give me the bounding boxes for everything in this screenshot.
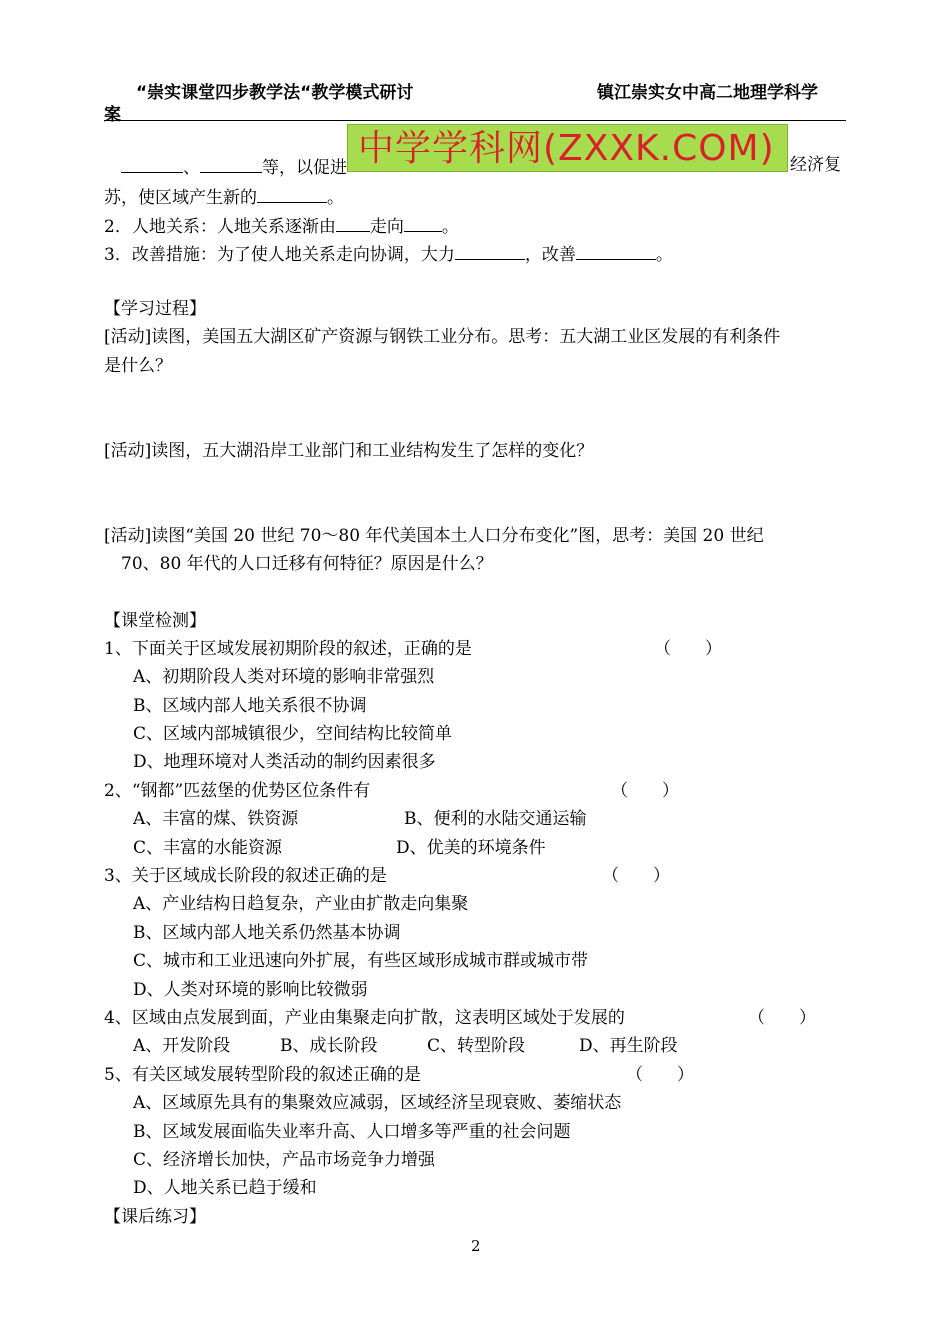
answer-parentheses: （ ） xyxy=(654,639,722,659)
q3-option-c: C、城市和工业迅速向外扩展，有些区域形成城市群或城市带 xyxy=(133,951,589,971)
line-text: 走向 xyxy=(369,217,404,237)
q5-option-b: B、区域发展面临失业率升高、人口增多等严重的社会问题 xyxy=(133,1122,571,1142)
q3-option-a: A、产业结构日趋复杂，产业由扩散走向集聚 xyxy=(133,894,469,914)
q2-option-d: D、优美的环境条件 xyxy=(396,838,546,858)
answer-parentheses: （ ） xyxy=(748,1008,816,1028)
q1-option-a: A、初期阶段人类对环境的影响非常强烈 xyxy=(133,667,435,687)
activity-3-line-2: 70、80 年代的人口迁移有何特征？原因是什么？ xyxy=(121,554,493,574)
line-text: 3．改善措施：为了使人地关系走向协调，大力 xyxy=(104,245,455,265)
line-text: 。 xyxy=(655,245,673,265)
section-title-class-test: 【课堂检测】 xyxy=(104,611,206,631)
q1-option-c: C、区域内部城镇很少，空间结构比较简单 xyxy=(133,724,453,744)
activity-1-line-2: 是什么？ xyxy=(104,356,172,376)
q5-option-a: A、区域原先具有的集聚效应减弱，区域经济呈现衰败、萎缩状态 xyxy=(133,1093,622,1113)
q3-option-b: B、区域内部人地关系仍然基本协调 xyxy=(133,923,401,943)
q5-option-c: C、经济增长加快，产品市场竞争力增强 xyxy=(133,1150,436,1170)
header-title: “崇实课堂四步教学法“教学模式研讨 xyxy=(136,83,414,103)
fill-line-4 xyxy=(104,241,673,266)
line-text: 等，以促进 xyxy=(262,158,347,178)
q4-option-a: A、开发阶段 xyxy=(133,1036,231,1056)
logo-text: 中学学科网(ZXXK.COM) xyxy=(358,128,775,169)
q1-option-b: B、区域内部人地关系很不协调 xyxy=(133,696,367,716)
zxxk-logo-watermark xyxy=(347,124,788,172)
q4-option-b: B、成长阶段 xyxy=(280,1036,378,1056)
line-text: 2．人地关系：人地关系逐渐由 xyxy=(104,217,336,237)
fill-line-1-end: 经济复 xyxy=(790,155,841,175)
blank xyxy=(200,154,262,173)
question-5: 5、有关区域发展转型阶段的叙述正确的是 xyxy=(104,1065,421,1085)
separator: 、 xyxy=(183,158,200,178)
activity-2: [活动]读图，五大湖沿岸工业部门和工业结构发生了怎样的变化？ xyxy=(104,441,594,461)
line-text: 。 xyxy=(441,217,459,237)
q4-option-c: C、转型阶段 xyxy=(427,1036,526,1056)
header-school: 镇江崇实女中高二地理学科学 xyxy=(597,83,818,103)
header-divider xyxy=(104,120,846,121)
activity-1-line-1: [活动]读图，美国五大湖区矿产资源与钢铁工业分布。思考：五大湖工业区发展的有利条件 xyxy=(104,327,781,347)
answer-parentheses: （ ） xyxy=(611,781,679,801)
activity-3-line-1: [活动]读图“美国 20 世纪 70～80 年代美国本土人口分布变化”图，思考：美国 20 世纪 xyxy=(104,526,764,546)
blank xyxy=(121,154,183,173)
fill-line-3 xyxy=(104,213,459,238)
header-title-continuation: 案 xyxy=(104,105,121,125)
fill-line-1 xyxy=(121,154,347,179)
blank xyxy=(257,184,327,203)
question-4: 4、区域由点发展到面，产业由集聚走向扩散，这表明区域处于发展的 xyxy=(104,1008,625,1028)
line-text: 苏，使区域产生新的 xyxy=(104,188,257,208)
question-1: 1、下面关于区域发展初期阶段的叙述，正确的是 xyxy=(104,639,472,659)
question-2: 2、“钢都”匹兹堡的优势区位条件有 xyxy=(104,781,371,801)
line-text: 。 xyxy=(327,188,344,208)
blank xyxy=(336,213,370,232)
blank xyxy=(455,241,525,260)
q5-option-d: D、人地关系已趋于缓和 xyxy=(133,1178,317,1198)
line-text: ，改善 xyxy=(524,245,576,265)
q2-option-b: B、便利的水陆交通运输 xyxy=(404,809,587,829)
question-3: 3、关于区域成长阶段的叙述正确的是 xyxy=(104,866,387,886)
blank xyxy=(576,241,656,260)
section-title-study-process: 【学习过程】 xyxy=(104,299,206,319)
section-title-after-class: 【课后练习】 xyxy=(104,1207,206,1227)
answer-parentheses: （ ） xyxy=(602,866,670,886)
q1-option-d: D、地理环境对人类活动的制约因素很多 xyxy=(133,752,436,772)
q3-option-d: D、人类对环境的影响比较微弱 xyxy=(133,980,368,1000)
q2-option-a: A、丰富的煤、铁资源 xyxy=(133,809,299,829)
answer-parentheses: （ ） xyxy=(626,1065,694,1085)
fill-line-2 xyxy=(104,184,344,209)
blank xyxy=(404,213,442,232)
q2-option-c: C、丰富的水能资源 xyxy=(133,838,283,858)
page-number: 2 xyxy=(471,1237,481,1255)
q4-option-d: D、再生阶段 xyxy=(579,1036,678,1056)
